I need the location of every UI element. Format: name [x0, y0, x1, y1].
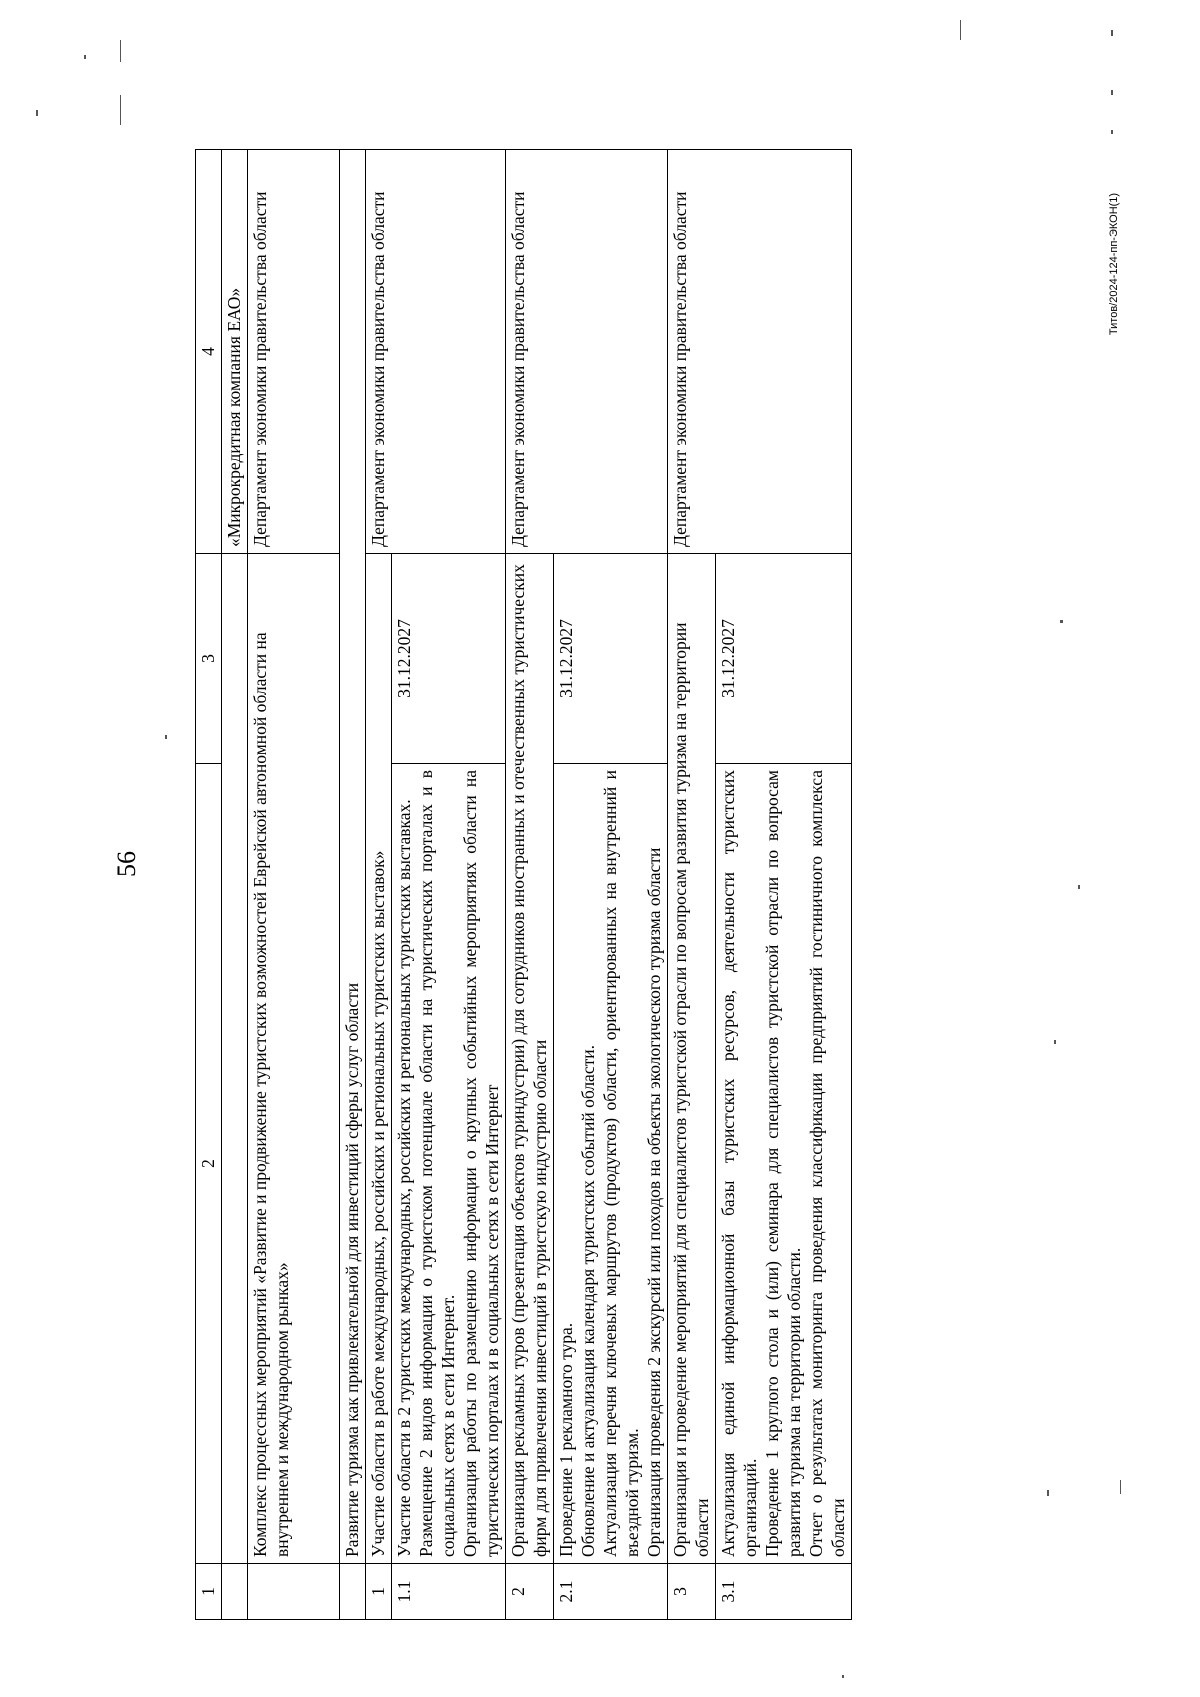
scan-speck — [1047, 1490, 1049, 1496]
table-cell — [340, 1564, 366, 1620]
scan-speck — [165, 735, 167, 739]
activity-line: Отчет о результатах мониторинга проведения классификации предприятий гостиничного комплекса области — [806, 770, 848, 1557]
deadline-cell: 31.12.2027 — [716, 554, 852, 764]
activities-table — [195, 149, 852, 1620]
activity-line: Участие области в 2 туристских международных, российских и региональных туристских выставках. — [394, 799, 414, 1557]
activity-description — [716, 764, 852, 1564]
scan-speck — [120, 95, 121, 125]
deadline-cell: 31.12.2027 — [392, 554, 506, 764]
table-row — [248, 150, 340, 1620]
column-header: 1 — [196, 1564, 222, 1620]
responsible-cell: Департамент экономики правительства области — [248, 150, 340, 554]
activity-line: Актуализация перечня ключевых маршрутов (продуктов) области, ориентированных на внутренний и въездной туризм. — [600, 770, 642, 1557]
scan-speck — [84, 55, 86, 59]
task-description: Организация рекламных туров (презентация объектов туриндустрии) для сотрудников иностранных и отечественных туристических фирм для привлечения инвестиций в туристскую индустрию области — [506, 554, 554, 1564]
table-cell — [222, 1564, 248, 1620]
scan-speck — [1120, 1480, 1121, 1494]
row-number: 2 — [506, 1564, 554, 1620]
scan-speck — [120, 40, 121, 62]
table-row — [506, 150, 554, 1620]
scan-speck — [960, 20, 961, 40]
scan-speck — [842, 1675, 844, 1678]
scan-speck — [1060, 620, 1063, 623]
row-number: 2.1 — [554, 1564, 668, 1620]
activity-line: Организация проведения 2 экскурсий или походов на объекты экологического туризма области — [644, 847, 664, 1557]
responsible-cell: Департамент экономики правительства области — [506, 150, 668, 554]
task-description: Организация и проведение мероприятий для специалистов туристской отрасли по вопросам развития туризма на территории области — [668, 554, 716, 1564]
complex-description: Комплекс процессных мероприятий «Развитие и продвижение туристских возможностей Еврейской автономной области на внутреннем и международном рынках» — [248, 554, 340, 1564]
row-number: 3.1 — [716, 1564, 852, 1620]
responsible-cell: Департамент экономики правительства области — [366, 150, 506, 554]
table-row — [668, 150, 716, 1620]
document-code: Титов/2024-124-пп-ЭКОН(1) — [1108, 192, 1120, 336]
activity-description — [554, 764, 668, 1564]
table-row — [222, 150, 248, 1620]
scan-speck — [1111, 90, 1113, 95]
column-header: 4 — [196, 150, 222, 554]
activity-line: Проведение 1 круглого стола и (или) семинара для специалистов туристской отрасли по вопросам развития туризма на территории области. — [762, 770, 804, 1557]
scan-speck — [1111, 30, 1113, 36]
responsible-cell: «Микрокредитная компания ЕАО» — [222, 150, 248, 554]
row-number: 1 — [366, 1564, 392, 1620]
activity-description — [392, 764, 506, 1564]
responsible-cell: Департамент экономики правительства области — [668, 150, 852, 554]
table-cell — [222, 554, 248, 1564]
activity-line: Обновление и актуализация календаря туристских событий области. — [578, 1045, 598, 1557]
scan-speck — [36, 110, 38, 116]
scan-speck — [1078, 885, 1080, 889]
activity-line: Проведение 1 рекламного тура. — [556, 1322, 576, 1557]
activity-line: Актуализация единой информационной базы туристских ресурсов, деятельности туристских организаций. — [718, 770, 760, 1557]
section-title: Развитие туризма как привлекательной для инвестиций сферы услуг области — [340, 150, 366, 1564]
row-number: 3 — [668, 1564, 716, 1620]
table-row — [340, 150, 366, 1620]
column-header: 3 — [196, 554, 222, 764]
table-header-row — [196, 150, 222, 1620]
page-number: 56 — [112, 851, 141, 877]
task-description: Участие области в работе международных, российских и региональных туристских выставок» — [366, 554, 392, 1564]
activity-line: Организация работы по размещению информации о крупных событийных мероприятиях области на туристических порталах и в социальных сетях в сети Интернет — [460, 770, 502, 1557]
scan-speck — [1054, 1040, 1056, 1044]
deadline-cell: 31.12.2027 — [554, 554, 668, 764]
table-row — [366, 150, 392, 1620]
rotated-table-wrapper — [195, 150, 848, 1620]
scan-speck — [1111, 130, 1113, 134]
table-cell — [248, 1564, 340, 1620]
row-number: 1.1 — [392, 1564, 506, 1620]
column-header: 2 — [196, 764, 222, 1564]
activity-line: Размещение 2 видов информации о туристском потенциале области на туристических порталах и в социальных сетях в сети Интернет. — [416, 770, 458, 1557]
